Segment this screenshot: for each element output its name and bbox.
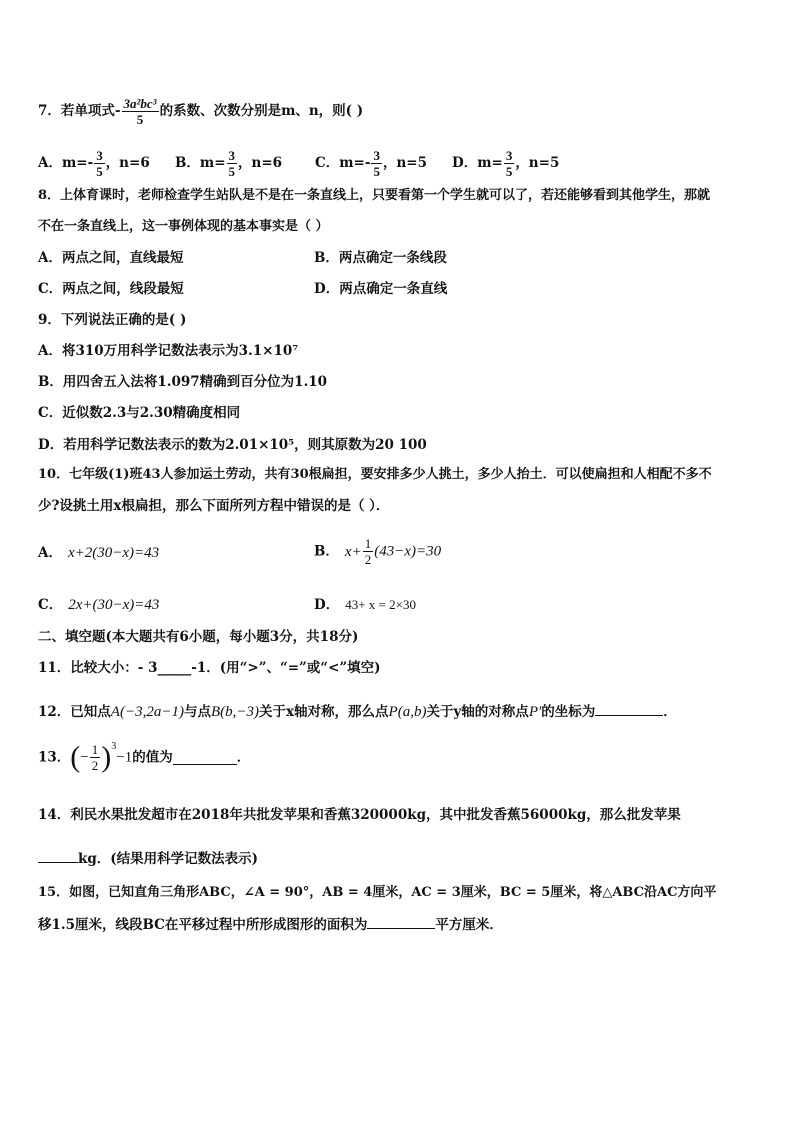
- q7-d-label: D．m=: [452, 155, 503, 171]
- q7-d-tail: ，n=5: [515, 155, 560, 171]
- q13-den: 2: [91, 758, 99, 773]
- q13-label: 13．: [38, 749, 71, 766]
- q7-b-den: 5: [228, 164, 236, 179]
- q13-exponent: 3: [111, 741, 117, 752]
- q10-option-c: [38, 596, 159, 614]
- q12-pre: 12．已知点: [38, 704, 111, 720]
- q12-point-p-prime: P′: [528, 704, 542, 720]
- q10-b-post: (43−x)=30: [374, 543, 442, 560]
- q10-line2: 少?设挑土用x根扁担，那么下面所列方程中错误的是（ ）．: [38, 498, 390, 514]
- q13-post: 的值为: [132, 749, 173, 766]
- question-7: [38, 96, 363, 127]
- q7-a-label: A．m=-: [38, 155, 94, 171]
- q10-option-b: [314, 536, 441, 567]
- q10-a-equation: x+2(30−x)=43: [67, 545, 160, 561]
- q10-a-label: A．: [38, 545, 62, 561]
- q15-pre: 移1.5厘米，线段BC在平移过程中所形成图形的面积为: [38, 917, 368, 933]
- q15-post: 平方厘米．: [435, 917, 503, 933]
- q7-a-tail: ，n=6: [105, 155, 150, 171]
- q7-d-num: 3: [505, 148, 513, 163]
- q7-c-den: 5: [373, 164, 380, 179]
- q8-line1: 8．上体育课时，老师检查学生站队是不是在一条直线上，只要看第一个学生就可以了，若还能够看到其他学生，那就: [38, 188, 711, 203]
- q15-answer-blank[interactable]: [367, 914, 435, 929]
- q7-c-num: 3: [373, 148, 380, 163]
- q7-suffix: 的系数、次数分别是m、n，则( ): [159, 103, 364, 119]
- q12-mid3: 关于y轴的对称点: [426, 704, 529, 720]
- q14-answer-blank[interactable]: [38, 848, 78, 863]
- section-2-heading: 二、填空题(本大题共有6小题，每小题3分，共18分): [38, 629, 359, 645]
- q7-b-num: 3: [228, 148, 236, 163]
- q7-c-label: C．m=-: [315, 155, 371, 171]
- q9-option-d: D．若用科学记数法表示的数为2.01×10⁵，则其原数为20 100: [38, 437, 427, 453]
- q13-tail: −1: [116, 749, 133, 766]
- q13: [38, 742, 250, 782]
- q9-option-c: C．近似数2.3与2.30精确度相同: [38, 405, 241, 421]
- q10-c-equation: 2x+(30−x)=43: [68, 597, 160, 613]
- q7-a-den: 5: [96, 164, 103, 179]
- q12-answer-blank[interactable]: [595, 701, 663, 716]
- q12-point-p: P(a,b): [388, 704, 427, 720]
- q12-point-b: B(b,−3): [210, 704, 259, 720]
- q14-line1: 14．利民水果批发超市在2018年共批发苹果和香蕉320000kg，其中批发香蕉56000kg，那么批发苹果: [38, 807, 681, 823]
- q12-point-a: A(−3,2a−1): [110, 704, 184, 720]
- q13-end: ．: [236, 749, 251, 766]
- q10-b-den: 2: [364, 552, 372, 567]
- q13-minus: −: [80, 749, 89, 766]
- q11: 11．比较大小：- 3_____-1．(用“>”、“=”或“<”填空): [38, 660, 381, 676]
- q7-frac-num: 3a²bc³: [123, 96, 157, 111]
- q10-c-label: C．: [38, 597, 63, 613]
- q14-unit: kg．(结果用科学记数法表示): [78, 851, 259, 867]
- q8-option-c: C．两点之间，线段最短: [38, 281, 184, 297]
- q7-d-den: 5: [505, 164, 513, 179]
- q9-stem: 9．下列说法正确的是( ): [38, 312, 187, 328]
- q8-option-d: D．两点确定一条直线: [314, 281, 448, 297]
- q7-option-d: [452, 148, 559, 179]
- q13-right-paren: ): [101, 740, 112, 774]
- q7-prefix: 7．若单项式-: [38, 103, 121, 119]
- q7-c-tail: ，n=5: [382, 155, 427, 171]
- q12-post: 的坐标为: [541, 704, 596, 720]
- q13-left-paren: (: [70, 740, 81, 774]
- q8-line2: 不在一条直线上，这一事例体现的基本事实是（ ）: [38, 219, 329, 234]
- q7-monomial-fraction: [122, 96, 159, 127]
- q12-mid2: 关于x轴对称，那么点: [258, 704, 389, 720]
- q10-b-num: 1: [364, 536, 372, 551]
- q8-option-a: A．两点之间，直线最短: [38, 250, 184, 266]
- q10-option-d: [314, 596, 416, 614]
- q7-option-b: [175, 148, 282, 179]
- q12-mid: 与点: [183, 704, 211, 720]
- q12-end: ．: [663, 704, 677, 720]
- q7-option-a: [38, 148, 150, 179]
- q10-b-pre: x+: [344, 543, 362, 560]
- q7-a-num: 3: [96, 148, 103, 163]
- q10-d-label: D．: [314, 597, 340, 613]
- q15-line1: 15．如图，已知直角三角形ABC，∠A = 90°，AB = 4厘米，AC = 3厘米，BC = 5厘米，将△ABC沿AC方向平: [38, 885, 717, 900]
- q7-option-c: [315, 148, 427, 179]
- q13-num: 1: [91, 742, 99, 757]
- q15-line2: [38, 914, 503, 934]
- q9-option-b: B．用四舍五入法将1.097精确到百分位为1.10: [38, 374, 328, 390]
- q7-b-tail: ，n=6: [238, 155, 283, 171]
- q10-d-equation: 43+ x = 2×30: [345, 597, 416, 612]
- q7-b-label: B．m=: [175, 155, 226, 171]
- q12: [38, 701, 677, 721]
- q13-answer-blank[interactable]: [173, 750, 237, 765]
- q10-option-a: [38, 544, 159, 562]
- q8-option-b: B．两点确定一条线段: [314, 250, 447, 266]
- q10-line1: 10．七年级(1)班43人参加运土劳动，共有30根扁担，要安排多少人挑土，多少人抬土．可以使扁担和人相配不多不: [38, 467, 712, 482]
- q7-frac-den: 5: [136, 112, 144, 127]
- q10-b-label: B．: [314, 543, 339, 560]
- q14-line2: [38, 848, 258, 868]
- q9-option-a: A．将310万用科学记数法表示为3.1×10⁷: [38, 343, 299, 359]
